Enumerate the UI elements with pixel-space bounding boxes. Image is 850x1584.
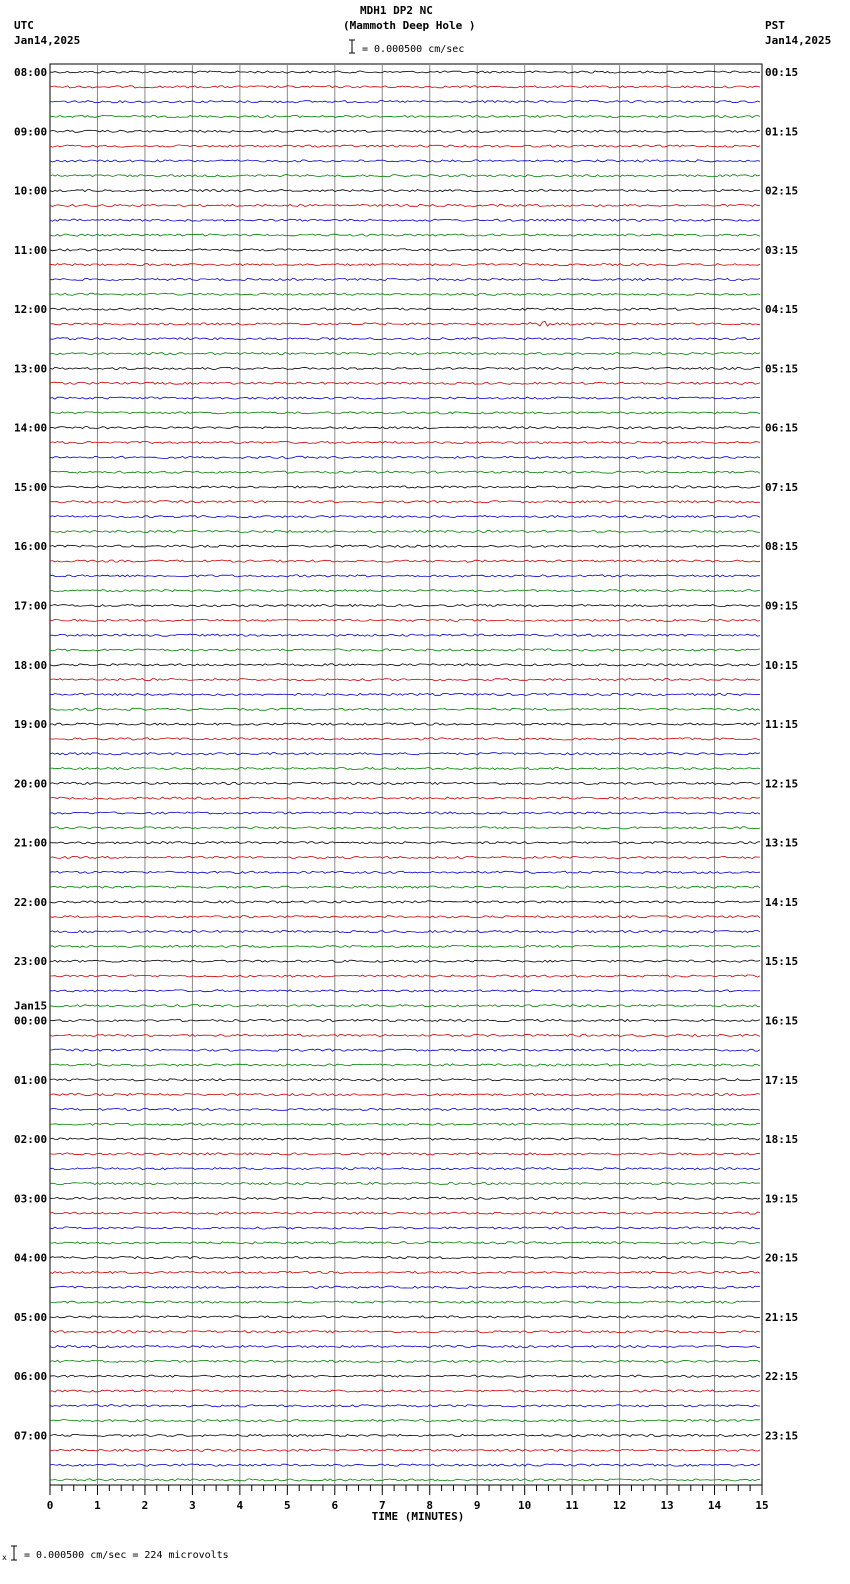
trace-93 [50,1449,760,1451]
trace-10 [50,219,760,221]
trace-13 [50,264,760,266]
scale-text: = 0.000500 cm/sec [362,44,465,55]
x-axis-label: TIME (MINUTES) [371,1510,465,1523]
trace-22 [50,397,760,399]
x-tick-label-6: 6 [331,1499,339,1512]
trace-2 [50,101,760,103]
trace-7 [50,175,760,177]
trace-52 [50,842,760,844]
trace-69 [50,1094,760,1096]
trace-79 [50,1242,760,1244]
right-time-label-2: 02:15 [765,184,799,198]
trace-11 [50,234,760,236]
left-time-label-15: 23:00 [14,955,48,969]
trace-40 [50,664,760,666]
x-tick-label-13: 13 [660,1499,674,1512]
trace-50 [50,812,760,814]
x-tick-label-4: 4 [236,1499,244,1512]
trace-33 [50,560,760,562]
trace-14 [50,278,760,280]
x-tick-label-1: 1 [94,1499,101,1512]
x-tick-label-3: 3 [189,1499,196,1512]
right-time-label-13: 13:15 [765,836,799,850]
trace-57 [50,916,760,918]
left-time-label-0: 08:00 [14,66,48,79]
trace-1 [50,86,760,88]
left-timezone: UTC [14,19,34,32]
left-time-label-3: 11:00 [14,243,48,257]
left-time-label-5: 13:00 [14,362,48,376]
left-time-label-12: 20:00 [14,777,48,791]
right-time-label-19: 19:15 [765,1192,799,1206]
right-time-label-15: 15:15 [765,955,799,969]
trace-3 [50,115,760,117]
left-time-label-9: 17:00 [14,599,48,613]
trace-31 [50,530,760,532]
trace-41 [50,679,760,681]
trace-73 [50,1153,760,1155]
trace-20 [50,367,760,369]
trace-82 [50,1286,760,1288]
right-time-label-5: 05:15 [765,362,799,376]
left-time-label-2: 10:00 [14,184,48,198]
left-time-label-22: 06:00 [14,1370,48,1384]
trace-74 [50,1168,760,1170]
right-time-label-9: 09:15 [765,599,799,613]
footer-scale-note: = 0.000500 cm/sec = 224 microvolts [24,1550,229,1561]
left-time-label-20: 04:00 [14,1251,48,1265]
right-time-label-1: 01:15 [765,125,799,139]
trace-78 [50,1227,760,1229]
x-tick-label-7: 7 [378,1499,386,1512]
trace-76 [50,1197,760,1199]
trace-62 [50,990,760,992]
trace-35 [50,590,760,592]
trace-34 [50,575,760,577]
trace-64 [50,1019,760,1021]
footer-marker: x [2,1553,7,1562]
right-time-label-0: 00:15 [765,66,799,79]
trace-46 [50,753,760,755]
right-time-label-18: 18:15 [765,1133,799,1147]
trace-45 [50,738,760,740]
left-time-label-7: 15:00 [14,480,48,494]
trace-54 [50,871,760,873]
right-time-label-20: 20:15 [765,1251,799,1265]
left-time-label-21: 05:00 [14,1310,48,1324]
trace-19 [50,353,760,355]
trace-95 [50,1479,760,1481]
trace-71 [50,1123,760,1125]
trace-55 [50,886,760,888]
trace-5 [50,145,760,147]
right-time-label-10: 10:15 [765,658,799,672]
x-tick-label-0: 0 [46,1499,54,1512]
trace-47 [50,767,760,769]
right-time-label-23: 23:15 [765,1429,799,1443]
right-time-label-4: 04:15 [765,303,799,317]
x-tick-label-14: 14 [707,1499,722,1512]
trace-30 [50,516,760,518]
right-time-label-3: 03:15 [765,243,799,257]
x-tick-label-2: 2 [141,1499,149,1512]
left-time-label-4: 12:00 [14,303,48,317]
trace-29 [50,501,760,503]
x-tick-label-8: 8 [426,1499,434,1512]
x-tick-label-12: 12 [612,1499,627,1512]
left-date: Jan14,2025 [14,34,81,47]
trace-81 [50,1271,760,1273]
trace-85 [50,1331,760,1333]
left-time-label-11: 19:00 [14,718,48,732]
left-time-label-10: 18:00 [14,658,48,672]
trace-65 [50,1034,760,1036]
trace-56 [50,901,760,903]
right-time-label-16: 16:15 [765,1014,799,1028]
trace-17 [50,321,760,326]
x-tick-label-5: 5 [284,1499,291,1512]
trace-0 [50,71,760,73]
left-time-label-13: 21:00 [14,836,48,850]
x-tick-label-9: 9 [473,1499,481,1512]
x-tick-label-10: 10 [518,1499,532,1512]
left-time-label-16: 00:00 [14,1014,48,1028]
trace-72 [50,1138,760,1140]
x-tick-label-11: 11 [565,1499,579,1512]
right-time-label-22: 22:15 [765,1370,799,1384]
trace-37 [50,619,760,621]
trace-26 [50,456,760,458]
trace-39 [50,649,760,651]
trace-59 [50,945,760,947]
trace-16 [50,308,760,310]
trace-42 [50,693,760,695]
right-time-label-6: 06:15 [765,421,799,435]
trace-83 [50,1301,760,1303]
trace-68 [50,1079,760,1081]
trace-32 [50,545,760,547]
trace-75 [50,1182,760,1184]
trace-49 [50,797,760,799]
trace-67 [50,1064,760,1066]
left-time-label-19: 03:00 [14,1192,48,1206]
trace-84 [50,1316,760,1318]
left-time-label-18: 02:00 [14,1133,48,1147]
right-time-label-7: 07:15 [765,480,799,494]
trace-63 [50,1005,760,1007]
trace-24 [50,427,760,429]
trace-36 [50,604,760,606]
trace-94 [50,1464,760,1466]
trace-87 [50,1360,760,1362]
right-timezone: PST [765,19,785,32]
trace-28 [50,486,760,488]
left-time-label-23: 07:00 [14,1429,48,1443]
trace-6 [50,160,760,162]
trace-80 [50,1257,760,1259]
trace-89 [50,1390,760,1392]
left-time-label-17: 01:00 [14,1073,48,1087]
trace-88 [50,1375,760,1377]
trace-44 [50,723,760,725]
trace-86 [50,1345,760,1347]
trace-51 [50,827,760,829]
right-time-label-14: 14:15 [765,895,799,909]
trace-15 [50,293,760,295]
trace-43 [50,708,760,710]
right-time-label-11: 11:15 [765,718,799,732]
right-time-label-8: 08:15 [765,540,799,554]
trace-91 [50,1420,760,1422]
trace-18 [50,338,760,340]
day-change-label: Jan15 [14,999,48,1013]
trace-61 [50,975,760,977]
trace-77 [50,1212,760,1214]
x-tick-label-15: 15 [755,1499,769,1512]
trace-90 [50,1405,760,1407]
station-title: MDH1 DP2 NC [360,4,433,17]
right-time-label-17: 17:15 [765,1073,799,1087]
right-date: Jan14,2025 [765,34,832,47]
trace-53 [50,856,760,858]
trace-38 [50,634,760,636]
right-time-label-21: 21:15 [765,1310,799,1324]
left-time-label-14: 22:00 [14,895,48,909]
trace-60 [50,960,760,962]
location-title: (Mammoth Deep Hole ) [343,19,476,32]
right-time-label-12: 12:15 [765,777,799,791]
left-time-label-6: 14:00 [14,421,48,435]
trace-48 [50,782,760,784]
trace-8 [50,190,760,192]
trace-66 [50,1049,760,1051]
left-time-label-1: 09:00 [14,125,48,139]
trace-70 [50,1108,760,1110]
trace-23 [50,412,760,414]
trace-27 [50,471,760,473]
trace-92 [50,1434,760,1436]
trace-4 [50,130,760,132]
trace-12 [50,249,760,251]
trace-9 [50,204,760,206]
trace-25 [50,441,760,443]
trace-58 [50,931,760,933]
left-time-label-8: 16:00 [14,540,48,554]
trace-21 [50,382,760,384]
